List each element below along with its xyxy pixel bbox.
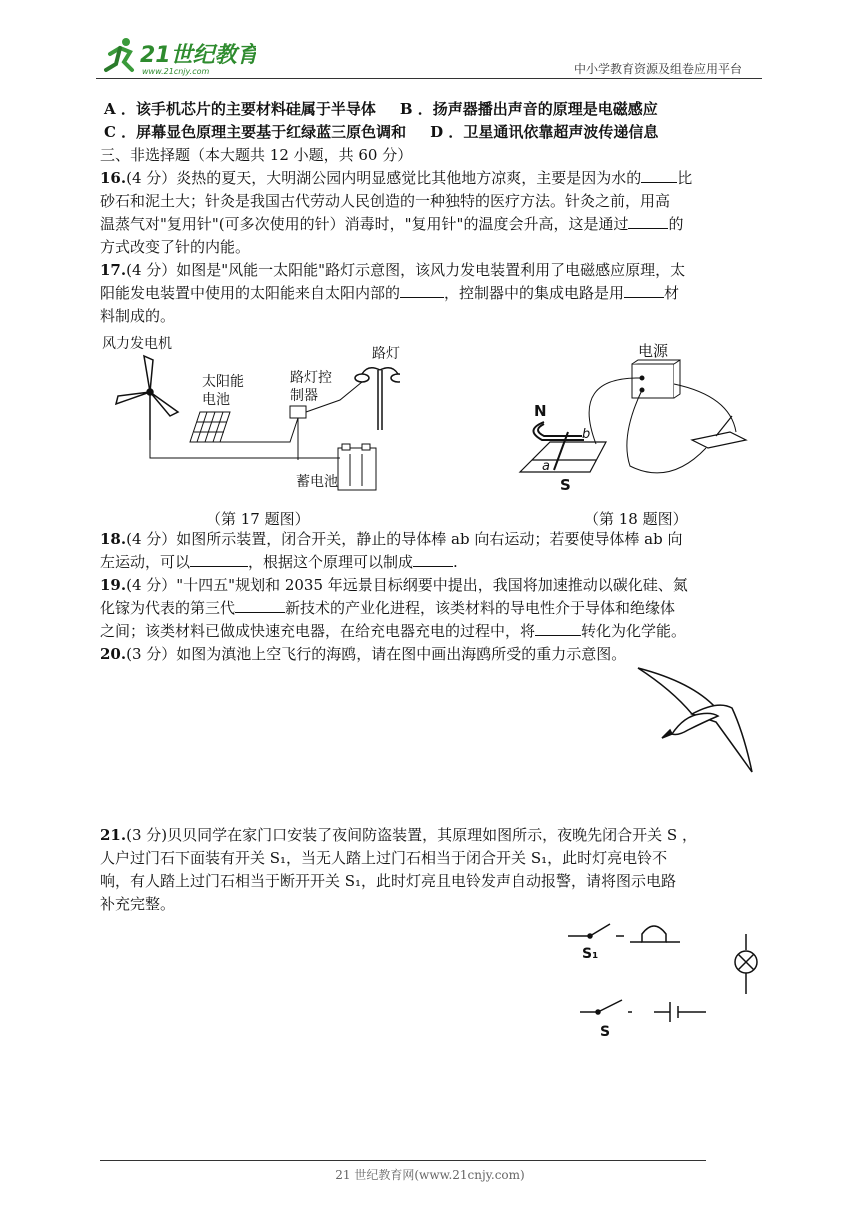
q18-line-1: 18.(4 分）如图所示装置，闭合开关，静止的导体棒 ab 向右运动；若要使导体棒 ab 向	[100, 530, 683, 548]
q18-blank-2[interactable]	[413, 552, 453, 567]
q16-number: 16.	[100, 169, 127, 187]
fig17-wind-label: 风力发电机	[102, 336, 172, 352]
footer-text: 21 世纪教育网(www.21cnjy.com)	[335, 1168, 525, 1182]
q17-blank-1[interactable]	[400, 283, 444, 298]
q21-line-2: 人户过门石下面装有开关 S₁，当无人踏上过门石相当于闭合开关 S₁，此时灯亮电铃不	[100, 849, 668, 867]
q16-line-2: 砂石和泥土大；针灸是我国古代劳动人民创造的一种独特的医疗方法。针灸之前，用高	[100, 192, 671, 210]
figure-17	[100, 330, 400, 498]
q21-line-3: 响，有人踏上过门石相当于断开开关 S₁，此时灯亮且电铃发声自动报警，请将图示电路	[100, 872, 677, 890]
switch-icon	[692, 416, 746, 448]
wind-turbine-icon	[116, 356, 178, 440]
solar-panel-icon	[190, 412, 230, 442]
fig18-n-label: N	[534, 402, 547, 420]
q21-line-1: 21.(3 分)贝贝同学在家门口安装了夜间防盗装置，其原理如图所示，夜晚先闭合开关 S ，	[100, 826, 697, 844]
fig17-lamp-label: 路灯	[372, 346, 400, 362]
option-row-2	[104, 121, 768, 143]
q16-line-3: 温蒸气对"复用针"(可多次使用的针）消毒时，"复用针"的温度会升高，这是通过 的	[100, 215, 684, 233]
fig17-solar-label-2: 电池	[202, 392, 230, 408]
q16-line-4: 方式改变了针的内能。	[100, 238, 251, 256]
option-c: C ．屏幕显色原理主要基于红绿蓝三原色调和	[104, 123, 407, 141]
switch-s-icon	[580, 1000, 632, 1014]
seagull-icon	[638, 668, 752, 772]
q20-number: 20.	[100, 645, 127, 663]
fig18-s-label: S	[560, 476, 571, 494]
option-row-1	[104, 98, 768, 120]
section-title: 三、非选择题（本大题共 12 小题，共 60 分）	[100, 146, 413, 164]
fig18-caption: （第 18 题图）	[584, 510, 688, 528]
option-b: B ．扬声器播出声音的原理是电磁感应	[399, 100, 658, 118]
s1-label: S₁	[582, 946, 599, 962]
q20-line-1: 20.(3 分）如图为滇池上空飞行的海鸥，请在图中画出海鸥所受的重力示意图。	[100, 645, 627, 663]
battery-cell-icon	[654, 1002, 706, 1022]
option-a: A ．该手机芯片的主要材料硅属于半导体	[104, 100, 376, 118]
q19-line-2: 化镓为代表的第三代 新技术的产业化进程，该类材料的导电性介于导体和绝缘体	[100, 599, 676, 617]
figure-18	[510, 336, 760, 496]
q17-line-1: 17.(4 分）如图是"风能一太阳能"路灯示意图，该风力发电装置利用了电磁感应原理，太	[100, 261, 686, 279]
fig17-solar-label-1: 太阳能	[202, 374, 244, 390]
fig17-ctrl-label-2: 制器	[290, 388, 318, 404]
switch-s1-icon	[568, 924, 624, 938]
runner-logo-icon	[106, 38, 132, 70]
fig17-ctrl-label-1: 路灯控	[290, 370, 332, 386]
street-lamp-icon	[355, 368, 400, 430]
option-d: D ．卫星通讯依靠超声波传递信息	[430, 123, 659, 141]
figure-21	[560, 912, 766, 1042]
q17-line-2: 阳能发电装置中使用的太阳能来自太阳内部的 ，控制器中的集成电路是用 材	[100, 284, 680, 302]
battery-icon	[338, 444, 376, 490]
fig18-b-label: b	[582, 427, 591, 442]
q19-blank-1[interactable]	[235, 598, 285, 613]
magnet-icon	[533, 422, 584, 440]
fig17-battery-label: 蓄电池	[296, 474, 338, 490]
q17-blank-2[interactable]	[624, 283, 664, 298]
s-label: S	[600, 1024, 611, 1040]
seagull-figure	[632, 664, 762, 776]
bell-icon	[630, 926, 680, 942]
q21-line-4: 补充完整。	[100, 895, 176, 913]
q19-line-1: 19.(4 分）"十四五"规划和 2035 年远景目标纲要中提出，我国将加速推动以碳化硅、氮	[100, 576, 688, 594]
q18-number: 18.	[100, 530, 127, 548]
q17-line-3: 料制成的。	[100, 307, 176, 325]
logo-url: www.21cnjy.com	[142, 67, 210, 76]
q16-line-1: 16.(4 分）炎热的夏天，大明湖公园内明显感觉比其他地方凉爽，主要是因为水的 比	[100, 169, 693, 187]
q16-blank-1[interactable]	[641, 168, 677, 183]
fig18-a-label: a	[542, 459, 550, 474]
q19-line-3: 之间；该类材料已做成快速充电器，在给充电器充电的过程中，将 转化为化学能。	[100, 622, 687, 640]
q18-line-2: 左运动，可以 ，根据这个原理可以制成 .	[100, 553, 458, 571]
lamp-icon	[735, 934, 757, 994]
q18-blank-1[interactable]	[190, 552, 248, 567]
controller-icon	[290, 406, 306, 418]
fig18-power-label: 电源	[638, 342, 669, 360]
fig17-caption: （第 17 题图）	[206, 510, 310, 528]
conductor-rod-icon	[554, 432, 568, 470]
footer-divider	[100, 1160, 706, 1161]
q19-number: 19.	[100, 576, 127, 594]
site-logo	[96, 34, 256, 78]
q17-number: 17.	[100, 261, 127, 279]
logo-text: 21世纪教育	[140, 43, 256, 68]
q19-blank-2[interactable]	[535, 621, 581, 636]
header-divider	[96, 78, 762, 79]
q21-number: 21.	[100, 826, 127, 844]
fig17-wires	[150, 382, 362, 460]
power-supply-icon	[632, 360, 680, 398]
platform-name: 中小学教育资源及组卷应用平台	[574, 62, 743, 76]
q16-blank-2[interactable]	[628, 214, 668, 229]
